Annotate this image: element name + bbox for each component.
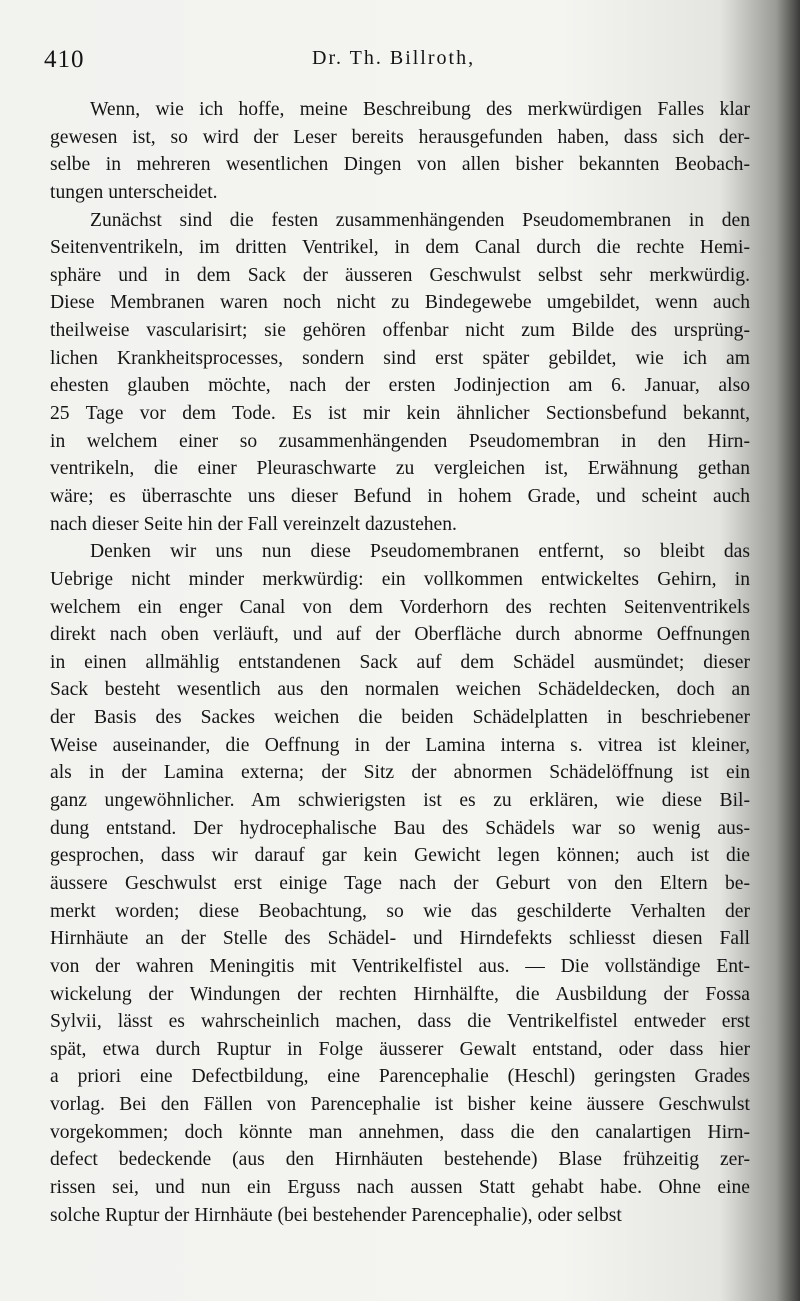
text-line: Wenn, wie ich hoffe, meine Beschreibung des merkwürdigen Falles klar xyxy=(90,99,750,120)
text-line: gewesen ist, so wird der Leser bereits herausgefunden haben, dass sich der- xyxy=(50,126,750,148)
text-line: lichen Krankheitsprocesses, sondern sind erst später gebildet, wie ich am xyxy=(50,347,750,369)
text-line: gesprochen, dass wir darauf gar kein Gewicht legen können; auch ist die xyxy=(50,845,750,867)
text-line: spät, etwa durch Ruptur in Folge äusserer Gewalt entstand, oder dass hier xyxy=(50,1038,750,1060)
text-line: als in der Lamina externa; der Sitz der abnormen Schädelöffnung ist ein xyxy=(50,762,750,784)
text-line: a priori eine Defectbildung, eine Parencephalie (Heschl) geringsten Grades xyxy=(50,1066,750,1088)
text-line: sphäre und in dem Sack der äusseren Geschwulst selbst sehr merkwürdig. xyxy=(50,264,750,286)
paragraph xyxy=(50,207,750,539)
paragraph xyxy=(50,538,750,1229)
text-line: defect bedeckende (aus den Hirnhäuten bestehende) Blase frühzeitig zer- xyxy=(50,1149,750,1171)
text-line: von der wahren Meningitis mit Ventrikelfistel aus. — Die vollständige Ent- xyxy=(50,955,750,977)
text-line: direkt nach oben verläuft, und auf der Oberfläche durch abnorme Oeffnungen xyxy=(50,624,750,646)
text-line: Sack besteht wesentlich aus den normalen weichen Schädeldecken, doch an xyxy=(50,679,750,701)
text-line: theilweise vascularisirt; sie gehören offenbar nicht zum Bilde des ursprüng- xyxy=(50,320,750,342)
text-line: der Basis des Sackes weichen die beiden Schädelplatten in beschriebener xyxy=(50,707,750,729)
text-line: ganz ungewöhnlicher. Am schwierigsten ist es zu erklären, wie diese Bil- xyxy=(50,790,750,812)
text-line: äussere Geschwulst erst einige Tage nach der Geburt von den Eltern be- xyxy=(50,872,750,894)
text-line: rissen sei, und nun ein Erguss nach aussen Statt gehabt habe. Ohne eine xyxy=(50,1176,750,1198)
text-line: in welchem einer so zusammenhängenden Pseudomembran in den Hirn- xyxy=(50,430,750,452)
text-line: Diese Membranen waren noch nicht zu Bindegewebe umgebildet, wenn auch xyxy=(50,292,750,314)
text-line: 25 Tage vor dem Tode. Es ist mir kein ähnlicher Sectionsbefund bekannt, xyxy=(50,403,750,425)
text-line: welchem ein enger Canal von dem Vorderhorn des rechten Seitenventrikels xyxy=(50,596,750,618)
text-line: Seitenventrikeln, im dritten Ventrikel, in dem Canal durch die rechte Hemi- xyxy=(50,237,750,259)
text-line: tungen unterscheidet. xyxy=(50,181,218,203)
text-line: solche Ruptur der Hirnhäute (bei bestehender Parencephalie), oder selbst xyxy=(50,1204,622,1226)
text-line: Denken wir uns nun diese Pseudomembranen entfernt, so bleibt das xyxy=(90,541,750,563)
text-line: nach dieser Seite hin der Fall vereinzelt dazustehen. xyxy=(50,513,457,535)
text-line: Uebrige nicht minder merkwürdig: ein vollkommen entwickeltes Gehirn, in xyxy=(50,568,750,590)
text-line: Sylvii, lässt es wahrscheinlich machen, dass die Ventrikelfistel entweder erst xyxy=(50,1011,750,1033)
text-line: vorlag. Bei den Fällen von Parencephalie ist bisher keine äussere Geschwulst xyxy=(50,1094,750,1116)
running-head: Dr. Th. Billroth, xyxy=(312,47,476,69)
text-line: dung entstand. Der hydrocephalische Bau des Schädels war so wenig aus- xyxy=(50,817,750,839)
text-line: selbe in mehreren wesentlichen Dingen von allen bisher bekannten Beobach- xyxy=(50,154,750,176)
text-line: ventrikeln, die einer Pleuraschwarte zu vergleichen ist, Erwähnung gethan xyxy=(50,458,750,480)
text-line: merkt worden; diese Beobachtung, so wie das geschilderte Verhalten der xyxy=(50,900,750,922)
text-line: Zunächst sind die festen zusammenhängenden Pseudomembranen in den xyxy=(90,209,750,231)
paragraph xyxy=(50,96,750,207)
text-line: ehesten glauben möchte, nach der ersten Jodinjection am 6. Januar, also xyxy=(50,375,750,397)
page-header xyxy=(44,46,744,80)
body-text xyxy=(50,96,750,1229)
text-line: Weise auseinander, die Oeffnung in der Lamina interna s. vitrea ist kleiner, xyxy=(50,734,750,756)
text-line: in einen allmählig entstandenen Sack auf dem Schädel ausmündet; dieser xyxy=(50,651,750,673)
text-line: wickelung der Windungen der rechten Hirnhälfte, die Ausbildung der Fossa xyxy=(50,983,750,1005)
page-number: 410 xyxy=(44,46,85,73)
text-line: wäre; es überraschte uns dieser Befund in hohem Grade, und scheint auch xyxy=(50,485,750,507)
text-line: Hirnhäute an der Stelle des Schädel- und Hirndefekts schliesst diesen Fall xyxy=(50,928,750,950)
text-line: vorgekommen; doch könnte man annehmen, dass die den canalartigen Hirn- xyxy=(50,1121,750,1143)
